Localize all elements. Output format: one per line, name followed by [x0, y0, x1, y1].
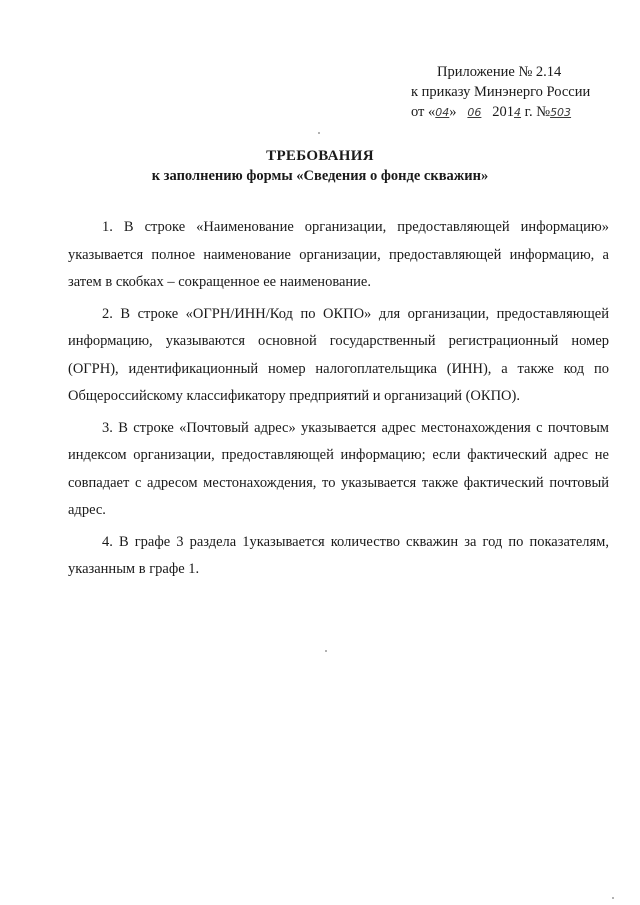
paragraph-3: 3. В строке «Почтовый адрес» указывается адрес местонахождения с почтовым индексом организации, предоставляющей информацию; если фактический адрес не совпадает с адресом местонахождения, то указывается также фактический почтовый адрес. — [68, 419, 609, 518]
document-subtitle: к заполнению формы «Сведения о фонде скважин» — [151, 168, 489, 184]
handwritten-order-number: 503 — [550, 106, 572, 119]
scan-speck — [325, 650, 327, 652]
date-mid3: г. № — [521, 104, 551, 120]
paragraph-1: 1. В строке «Наименование организации, предоставляющей информацию» указывается полное наименование организации, предоставляющей информацию, а затем в скобках – сокращенное ее наименование. — [68, 219, 609, 290]
document-title: ТРЕБОВАНИЯ — [266, 148, 374, 164]
date-prefix: от « — [411, 104, 436, 120]
annex-order-ref: к приказу Минэнерго России — [411, 84, 591, 100]
handwritten-day: 04 — [435, 106, 450, 119]
scan-speck — [612, 897, 614, 899]
date-mid1: » — [449, 104, 457, 120]
handwritten-month: 06 — [467, 106, 482, 119]
annex-header — [411, 62, 611, 123]
requirements-body — [68, 214, 609, 588]
handwritten-year-digit: 4 — [514, 106, 522, 119]
scan-speck — [318, 132, 320, 134]
date-mid2: 201 — [492, 104, 515, 120]
annex-number: Приложение № 2.14 — [437, 64, 562, 80]
paragraph-4: 4. В графе 3 раздела 1указывается количество скважин за год по показателям, указанным в графе 1. — [68, 533, 609, 577]
paragraph-2: 2. В строке «ОГРН/ИНН/Код по ОКПО» для организации, предоставляющей информацию, указываются основной государственный регистрационный номер (ОГРН), идентификационный номер налогоплательщика (ИНН), а также код по Общероссийскому классификатору предприятий и организаций (ОКПО). — [68, 305, 609, 404]
annex-order-date — [411, 102, 611, 123]
